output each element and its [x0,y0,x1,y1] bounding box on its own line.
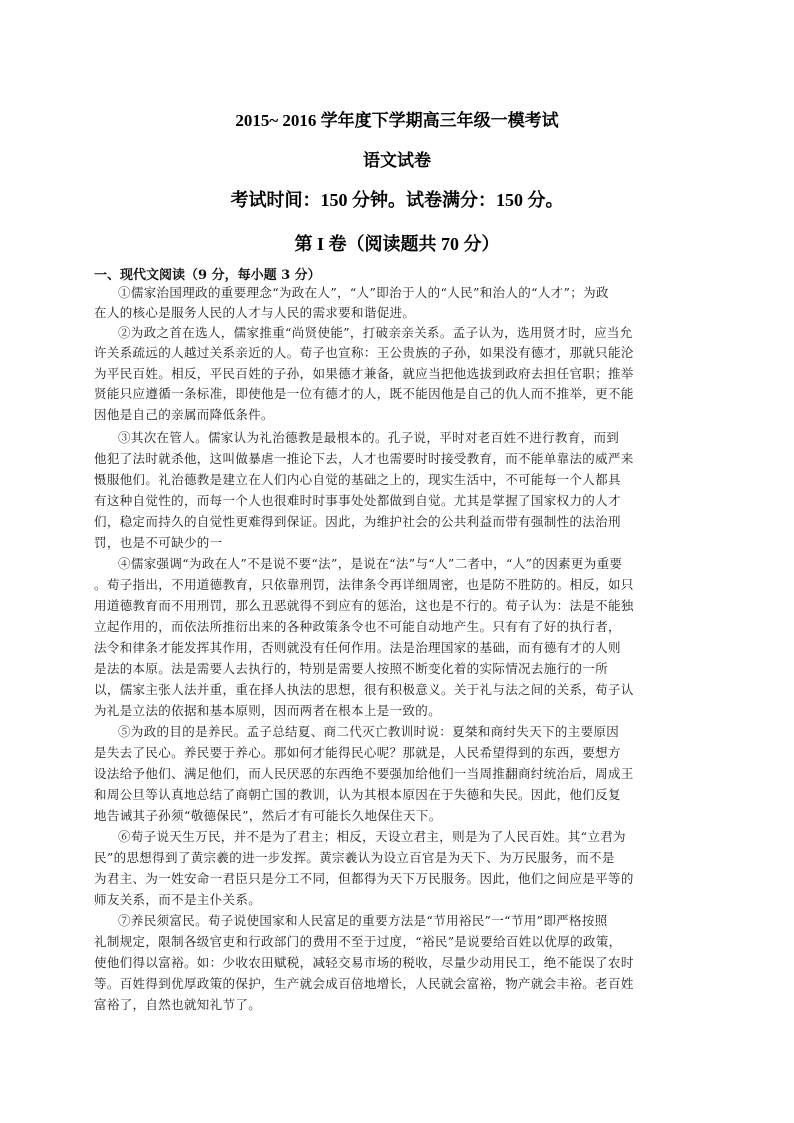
paragraph-line: 罚，也是不可缺少的一 [94,535,223,550]
paragraph-line: 礼制规定，限制各级官吏和行政部门的费用不至于过度，“裕民”是说要给百姓以优厚的政策， [94,934,622,949]
paragraph-line: ⑦养民须富民。荀子说使国家和人民富足的重要方法是“节用裕民”一“节用”即严格按照 [118,913,608,928]
paragraph-line: 有这种自觉性的，而每一个人也很难时时事事处处都做到自觉。尤其是掌握了国家权力的人才 [94,493,621,508]
paragraph-line: 以，儒家主张人法并重，重在择人执法的思想，很有积极意义。关于礼与法之间的关系，荀子认 [94,682,634,697]
paragraph-line: 使他们得以富裕。如：少收农田赋税，减轻交易市场的税收，尽量少动用民工，绝不能误了农时 [94,955,634,970]
paragraph-line: 因他是自己的亲属而降低条件。 [94,407,274,422]
paragraph-line: 富裕了，自然也就知礼节了。 [94,997,262,1012]
paragraph-line: 师友关系，而不是主仆关系。 [94,892,262,907]
paragraph-line: 们，稳定而持久的自觉性更难得到保证。因此，为维护社会的公共利益而带有强制性的法治刑 [94,514,621,529]
exam-info: 考试时间：150 分钟。试卷满分：150 分。 [230,190,564,210]
section-heading: 一、现代文阅读（9 分，每小题 3 分） [94,268,321,283]
paragraph-line: 等。百姓得到优厚政策的保护，生产就会成百倍地增长，人民就会富裕，物产就会丰裕。老百姓 [94,976,634,991]
paragraph-line: 。荀子指出，不用道德教育，只依靠刑罚，法律条令再详细周密，也是防不胜防的。相反，如只 [94,577,634,592]
paragraph-line: 为君主、为一姓安命一君臣只是分工不同，但都得为天下万民服务。因此，他们之间应是平等的 [94,871,634,886]
paragraph-line: ④儒家强调“为政在人”不是说不要“法”，是说在“法”与“人”二者中，“人”的因素更为重要 [118,556,623,571]
paragraph-line: 和周公旦等认真地总结了商朝亡国的教训，认为其根本原因在于失德和失民。因此，他们反复 [94,787,621,802]
paragraph-line: ①儒家治国理政的重要理念“为政在人”，“人”即治于人的“人民”和治人的“人才”；为政 [118,285,609,300]
paragraph-line: 立起作用的，而依法所推衍出来的各种政策条令也不可能自动地产生。只有有了好的执行者， [94,619,621,634]
paragraph-line: 为平民百姓。相反，平民百姓的子孙，如果德才兼备，就应当把他选拔到政府去担任官职；推举 [94,366,634,381]
paragraph-line: 在人的核心是服务人民的人才与人民的需求要和谐促进。 [94,305,416,320]
paragraph-line: 慑服他们。礼治德教是建立在人们内心自觉的基础之上的，现实生活中，不可能每一个人都具 [94,472,621,487]
paragraph-line: 许关系疏远的人越过关系亲近的人。荀子也宣称：王公贵族的子孙，如果没有德才，那就只能沦 [94,345,634,360]
paragraph-line: 是法的本原。法是需要人去执行的，特别是需要人按照不断变化着的实际情况去施行的一所 [94,661,609,676]
paragraph-line: ⑤为政的目的是养民。孟子总结夏、商二代灭亡教训时说：夏桀和商纣失天下的主要原因 [118,724,620,739]
subject-title: 语文试卷 [363,151,431,170]
paragraph-line: 为礼是立法的依据和基本原则，因而两者在根本上是一致的。 [94,703,441,718]
paragraph-line: 是失去了民心。养民要于养心。那如何才能得民心呢？那就是，人民希望得到的东西，要想方 [94,745,621,760]
exam-title: 2015~ 2016 学年度下学期高三年级一模考试 [235,111,559,130]
paragraph-line: ②为政之首在选人，儒家推重“尚贤使能”，打破亲亲关系。孟子认为，选用贤才时，应当允 [118,325,633,340]
paragraph-line: ⑥荀子说天生万民，并不是为了君主；相反，天设立君主，则是为了人民百姓。其“立君为 [118,829,626,844]
volume-title: 第 I 卷（阅读题共 70 分） [294,234,500,254]
paragraph-line: 用道德教育而不用刑罚，那么丑恶就得不到应有的惩治，这也是不行的。荀子认为：法是不能独 [94,598,634,613]
paragraph-line: ③其次在管人。儒家认为礼治德教是最根本的。孔子说，平时对老百姓不进行教育，而到 [118,430,620,445]
paragraph-line: 法令和律条才能发挥其作用，否则就没有任何作用。法是治理国家的基础，而有德有才的人则 [94,640,621,655]
paragraph-line: 他犯了法时就杀他，这叫做暴虐一推论下去，人才也需要时时接受教育，而不能单靠法的威严来 [94,451,634,466]
paragraph-line: 贤能只应遵循一条标准，即使他是一位有德才的人，既不能因他是自己的仇人而不推举，更不能 [94,386,634,401]
paragraph-line: 地告诫其子孙须“敬德保民”，然后才有可能长久地保住天下。 [94,808,442,823]
paragraph-line: 设法给予他们、满足他们，而人民厌恶的东西绝不要强加给他们一当周推翻商纣统治后，周成王 [94,766,634,781]
paragraph-line: 民”的思想得到了黄宗羲的进一步发挥。黄宗羲认为设立百官是为天下、为万民服务，而不是 [94,850,615,865]
